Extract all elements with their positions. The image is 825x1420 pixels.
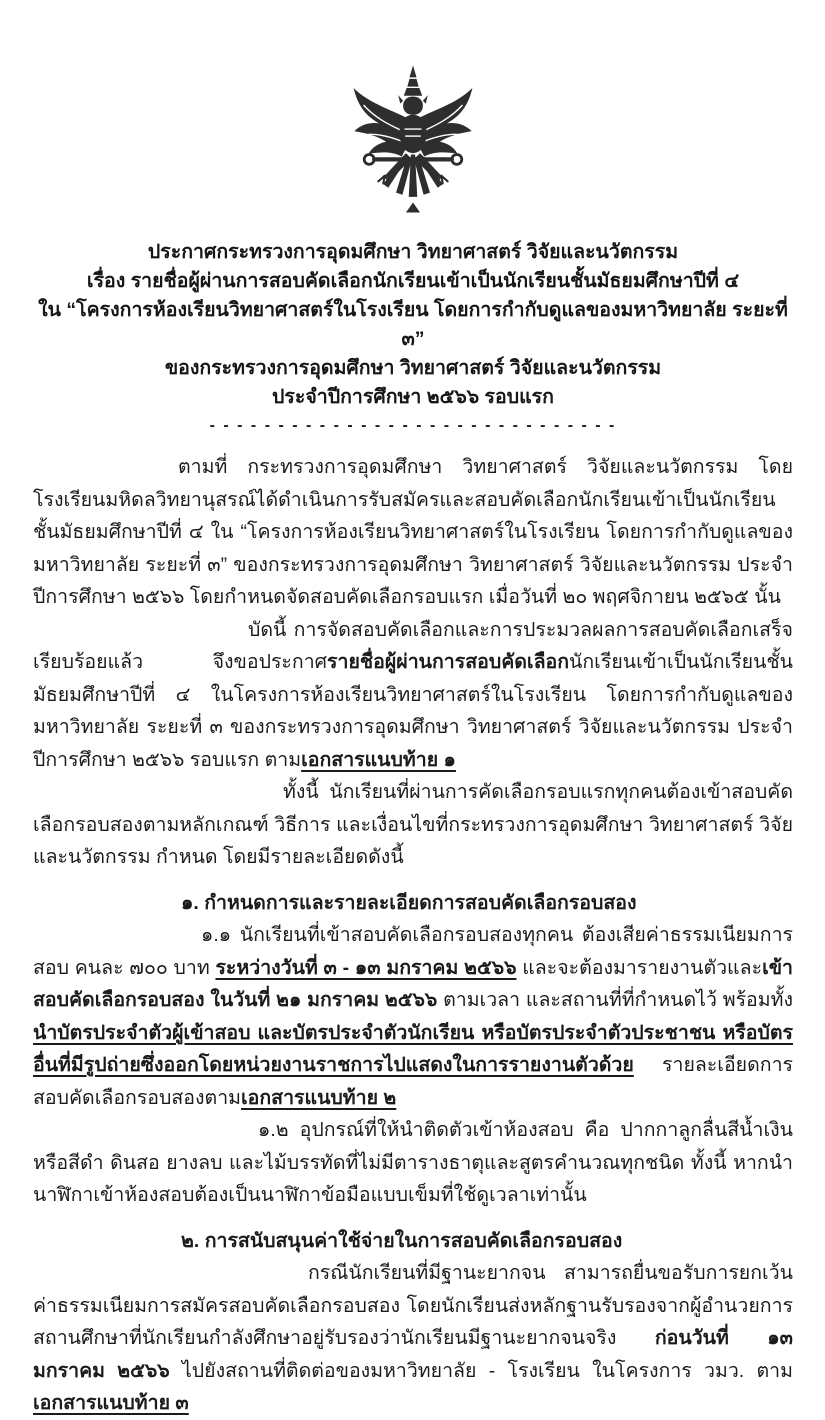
- paragraph-intro: ตามที่ กระทรวงการอุดมศึกษา วิทยาศาสตร์ วิจัยและนวัตกรรม โดยโรงเรียนมหิดลวิทยานุสรณ์ได้ดำเนินการรับสมัครและสอบคัดเลือกนักเรียนเข้าเป็นนักเรียนชั้นมัธยมศึกษาปีที่ ๔ ใน “โครงการห้องเรียนวิทยาศาสตร์ในโรงเรียน โดยการกำกับดูแลของมหาวิทยาลัย ระยะที่ ๓” ของกระทรวงการอุดมศึกษา วิทยาศาสตร์ วิจัยและนวัตกรรม ประจำปีการศึกษา ๒๕๖๖ โดยกำหนดจัดสอบคัดเลือกรอบแรก เมื่อวันที่ ๒๐ พฤศจิกายน ๒๕๖๕ นั้น: [33, 456, 793, 608]
- announcement-title: [33, 238, 793, 412]
- title-line-1: ประกาศกระทรวงการอุดมศึกษา วิทยาศาสตร์ วิจัยและนวัตกรรม: [147, 241, 679, 263]
- title-line-4: ของกระทรวงการอุดมศึกษา วิทยาศาสตร์ วิจัยและนวัตกรรม: [164, 357, 662, 379]
- title-line-5: ประจำปีการศึกษา ๒๕๖๖ รอบแรก: [272, 386, 554, 408]
- paragraph-1-2: ๑.๒ อุปกรณ์ที่ให้นำติดตัวเข้าห้องสอบ คือ ปากกาลูกลื่นสีน้ำเงินหรือสีดำ ดินสอ ยางลบ และไม้บรรทัดที่ไม่มีตารางธาตุและสูตรคำนวณทุกชนิด ทั้งนี้ หากนำนาฬิกาเข้าห้องสอบต้องเป็นนาฬิกาข้อมือแบบเข็มที่ใช้ดูเวลาเท่านั้น: [33, 1119, 793, 1206]
- garuda-emblem-icon: [342, 64, 484, 228]
- section-heading-2: ๒. การสนับสนุนค่าใช้จ่ายในการสอบคัดเลือกรอบสอง: [181, 1229, 623, 1252]
- emblem-container: [33, 0, 793, 228]
- title-line-3: ใน “โครงการห้องเรียนวิทยาศาสตร์ในโรงเรียน โดยการกำกับดูแลของมหาวิทยาลัย ระยะที่ ๓”: [38, 299, 788, 350]
- dashed-separator: - - - - - - - - - - - - - - - - - - - - - - - - - - - - - -: [209, 417, 617, 434]
- section-heading-1: ๑. กำหนดการและรายละเอียดการสอบคัดเลือกรอบสอง: [181, 891, 637, 914]
- paragraph-announcement: บัดนี้ การจัดสอบคัดเลือกและการประมวลผลการสอบคัดเลือกเสร็จเรียบร้อยแล้ว จึงขอประกาศรายชื่อผู้ผ่านการสอบคัดเลือกนักเรียนเข้าเป็นนักเรียนชั้นมัธยมศึกษาปีที่ ๔ ในโครงการห้องเรียนวิทยาศาสตร์ในโรงเรียน โดยการกำกับดูแลของมหาวิทยาลัย ระยะที่ ๓ ของกระทรวงการอุดมศึกษา วิทยาศาสตร์ วิจัยและนวัตกรรม ประจำปีการศึกษา ๒๕๖๖ รอบแรก ตามเอกสารแนบท้าย ๑: [33, 618, 793, 771]
- paragraph-1-1: ๑.๑ นักเรียนที่เข้าสอบคัดเลือกรอบสองทุกคน ต้องเสียค่าธรรมเนียมการสอบ คนละ ๗๐๐ บาท ระหว่างวันที่ ๓ - ๑๓ มกราคม ๒๕๖๖ และจะต้องมารายงานตัวและเข้าสอบคัดเลือกรอบสอง ในวันที่ ๒๑ มกราคม ๒๕๖๖ ตามเวลา และสถานที่ที่กำหนดไว้ พร้อมทั้งนำบัตรประจำตัวผู้เข้าสอบ และบัตรประจำตัวนักเรียน หรือบัตรประจำตัวประชาชน หรือบัตรอื่นที่มีรูปถ่ายซึ่งออกโดยหน่วยงานราชการไปแสดงในการรายงานตัวด้วย รายละเอียดการสอบคัดเลือกรอบสองตามเอกสารแนบท้าย ๒: [33, 924, 794, 1109]
- title-line-2: เรื่อง รายชื่อผู้ผ่านการสอบคัดเลือกนักเรียนเข้าเป็นนักเรียนชั้นมัธยมศึกษาปีที่ ๔: [86, 270, 740, 292]
- paragraph-fee-waiver: กรณีนักเรียนที่มีฐานะยากจน สามารถยื่นขอรับการยกเว้นค่าธรรมเนียมการสมัครสอบคัดเลือกรอบสอง โดยนักเรียนส่งหลักฐานรับรองจากผู้อำนวยการสถานศึกษาที่นักเรียนกำลังศึกษาอยู่รับรองว่านักเรียนมีฐานะยากจนจริง ก่อนวันที่ ๑๓ มกราคม ๒๕๖๖ ไปยังสถานที่ติดต่อของมหาวิทยาลัย - โรงเรียน ในโครงการ วมว. ตามเอกสารแนบท้าย ๓: [33, 1262, 793, 1414]
- document-body: [33, 451, 793, 1420]
- paragraph-conditions: ทั้งนี้ นักเรียนที่ผ่านการคัดเลือกรอบแรกทุกคนต้องเข้าสอบคัดเลือกรอบสองตามหลักเกณฑ์ วิธีการ และเงื่อนไขที่กระทรวงการอุดมศึกษา วิทยาศาสตร์ วิจัยและนวัตกรรม กำหนด โดยมีรายละเอียดดังนี้: [33, 781, 793, 868]
